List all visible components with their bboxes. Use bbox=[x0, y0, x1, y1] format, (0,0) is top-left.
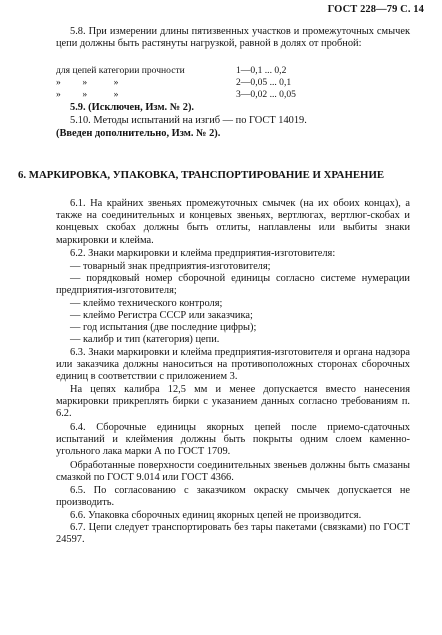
marking-item: — порядковый номер сборочной единицы согласно системе нумерации предприятия-изготовителя; bbox=[56, 273, 410, 297]
marking-item: — клеймо Регистра СССР или заказчика; bbox=[70, 310, 253, 321]
paragraph-6-3: 6.3. Знаки маркировки и клейма предприятия-изготовителя и органа надзора или заказчика должны наноситься на противоположных сторонах сборочных единиц в соответствии с приложением 3. bbox=[56, 347, 410, 383]
strength-limit-label: » » » bbox=[56, 77, 119, 88]
paragraph-5-9: 5.9. (Исключен, Изм. № 2). bbox=[70, 102, 195, 113]
strength-limit-label: » » » bbox=[56, 89, 119, 100]
page-header: ГОСТ 228—79 С. 14 bbox=[327, 4, 424, 15]
paragraph-6-2: 6.2. Знаки маркировки и клейма предприятия-изготовителя: bbox=[70, 248, 336, 259]
paragraph-5-10: 5.10. Методы испытаний на изгиб — по ГОСТ 14019. bbox=[70, 115, 307, 126]
marking-item: — год испытания (две последние цифры); bbox=[70, 322, 257, 333]
paragraph-6-7: 6.7. Цепи следует транспортировать без тары пакетами (связками) по ГОСТ 24597. bbox=[56, 522, 410, 546]
marking-item: — товарный знак предприятия-изготовителя; bbox=[70, 261, 271, 272]
paragraph-6-6: 6.6. Упаковка сборочных единиц якорных цепей не производится. bbox=[70, 510, 362, 521]
paragraph-5-8: 5.8. При измерении длины пятизвенных участков и промежуточных смычек цепи должны быть растянуты нагрузкой, равной в долях от пробной: bbox=[56, 26, 410, 50]
strength-limit-value: 3—0,02 ... 0,05 bbox=[236, 89, 296, 100]
section-title: 6. МАРКИРОВКА, УПАКОВКА, ТРАНСПОРТИРОВАНИЕ И ХРАНЕНИЕ bbox=[18, 169, 385, 181]
paragraph-6-4-note: Обработанные поверхности соединительных звеньев должны быть смазаны смазкой по ГОСТ 9.014 или ГОСТ 4366. bbox=[56, 460, 410, 484]
paragraph-6-5: 6.5. По согласованию с заказчиком окраску смычек допускается не производить. bbox=[56, 485, 410, 509]
paragraph-6-1: 6.1. На крайних звеньях промежуточных смычек (на их обоих концах), а также на соединительных и концевых звеньях, вертлюгах, вертлюг-скобах и концевых скобах должны быть отлиты, наплавлены или выбиты знаки маркировки и клейма. bbox=[56, 198, 410, 246]
strength-limit-value: 1—0,1 ... 0,2 bbox=[236, 65, 287, 76]
paragraph-6-3-note: На цепях калибра 12,5 мм и менее допускается вместо нанесения маркировки прикреплять бирки с указанием данных согласно требованиям п. 6.2. bbox=[56, 384, 410, 420]
marking-item: — калибр и тип (категория) цепи. bbox=[70, 334, 220, 345]
strength-limit-value: 2—0,05 ... 0,1 bbox=[236, 77, 292, 88]
strength-limit-label: для цепей категории прочности bbox=[56, 65, 185, 76]
paragraph-6-4: 6.4. Сборочные единицы якорных цепей после приемо-сдаточных испытаний и клеймения должны быть покрыты одним слоем каменно-угольного лака марки А по ГОСТ 1709. bbox=[56, 422, 410, 458]
marking-item: — клеймо технического контроля; bbox=[70, 298, 223, 309]
paragraph-5-10-note: (Введен дополнительно, Изм. № 2). bbox=[56, 128, 221, 139]
